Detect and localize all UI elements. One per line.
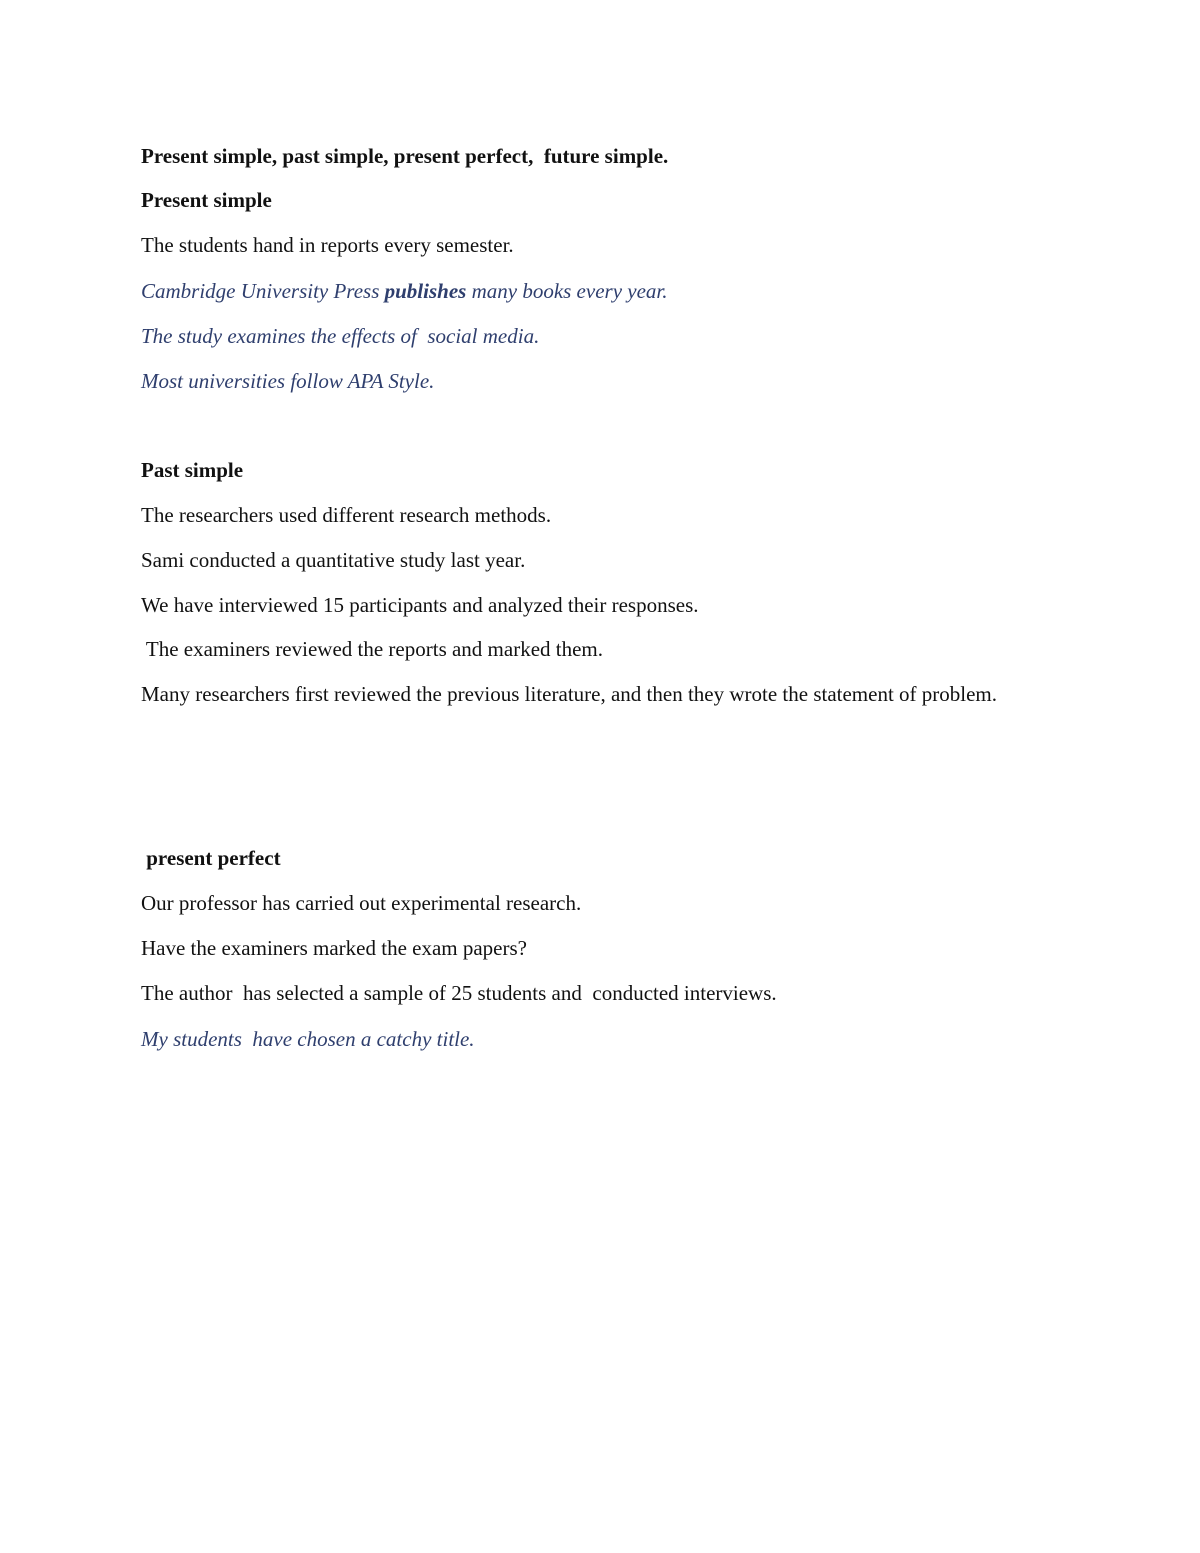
heading-past-simple: Past simple xyxy=(141,458,244,482)
past-simple-sentence-2: Sami conducted a quantitative study last year. xyxy=(141,548,526,572)
sentence-2-start: Cambridge University Press xyxy=(141,279,385,303)
heading-present-simple: Present simple xyxy=(141,188,272,212)
sentence-2-verb: publishes xyxy=(384,279,467,303)
past-simple-sentence-3: We have interviewed 15 participants and analyzed their responses. xyxy=(141,593,699,617)
sentence-2-end: many books every year. xyxy=(466,279,668,303)
present-simple-sentence-1: The students hand in reports every semester. xyxy=(141,233,514,257)
present-simple-sentence-4: Most universities follow APA Style. xyxy=(141,369,435,393)
present-perfect-sentence-2: Have the examiners marked the exam papers? xyxy=(141,936,527,960)
present-perfect-sentence-1: Our professor has carried out experimental research. xyxy=(141,891,582,915)
past-simple-sentence-1: The researchers used different research methods. xyxy=(141,503,552,527)
present-simple-sentence-2 xyxy=(141,276,668,306)
present-perfect-sentence-3: The author has selected a sample of 25 students and conducted interviews. xyxy=(141,981,777,1005)
document-title: Present simple, past simple, present perfect, future simple. xyxy=(141,144,669,168)
past-simple-sentence-5: Many researchers first reviewed the previous literature, and then they wrote the statement of problem. xyxy=(141,682,998,706)
present-simple-sentence-3: The study examines the effects of social media. xyxy=(141,324,540,348)
heading-present-perfect: present perfect xyxy=(141,846,281,870)
past-simple-sentence-4: The examiners reviewed the reports and marked them. xyxy=(141,637,604,661)
present-perfect-sentence-4: My students have chosen a catchy title. xyxy=(141,1027,475,1051)
